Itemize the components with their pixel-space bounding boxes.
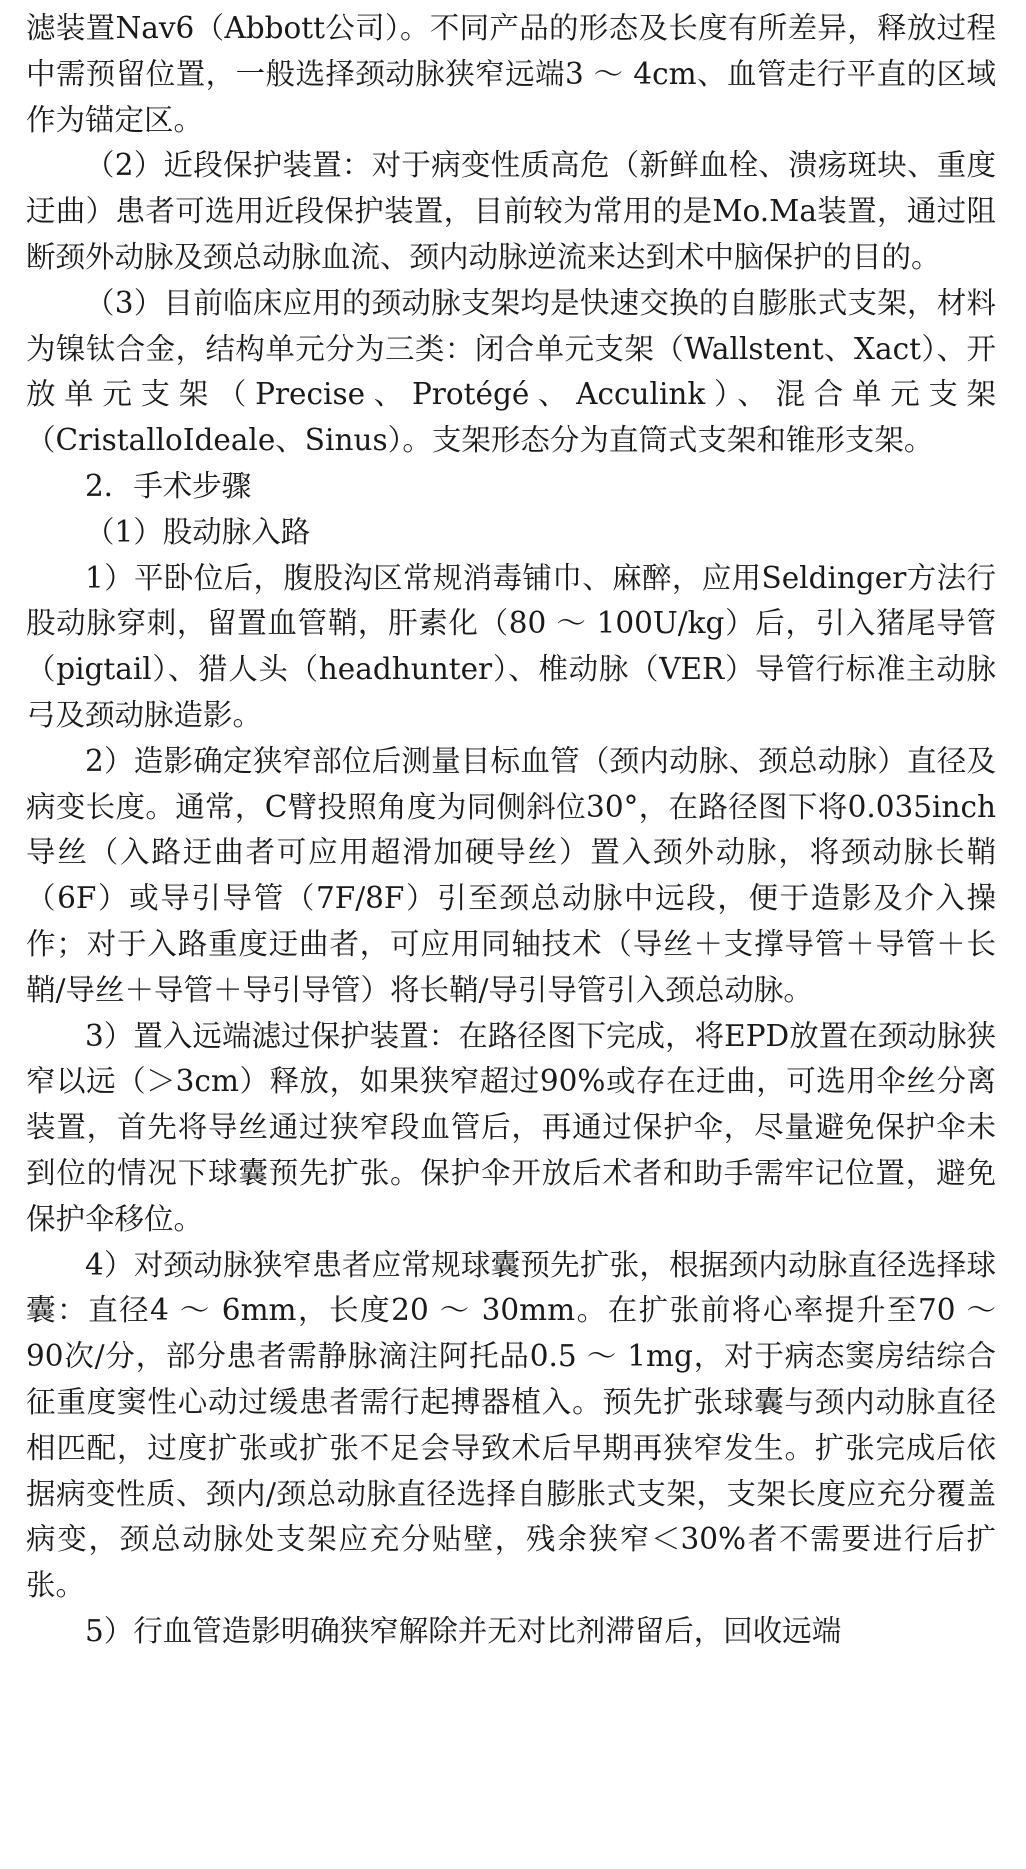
paragraph-step-2: 2）造影确定狭窄部位后测量目标血管（颈内动脉、颈总动脉）直径及病变长度。通常，C臂投照角度为同侧斜位30°，在路径图下将0.035inch导丝（入路迂曲者可应用超滑加硬导丝）置入颈外动脉，将颈动脉长鞘（6F）或导引导管（7F/8F）引至颈总动脉中远段，便于造影及介入操作；对于入路重度迂曲者，可应用同轴技术（导丝＋支撑导管＋导管＋长鞘/导丝＋导管＋导引导管）将长鞘/导引导管引入颈总动脉。	[26, 743, 996, 1007]
section-heading-surgical-steps: 2．手术步骤	[85, 468, 252, 503]
subheading-femoral-access: （1）股动脉入路	[85, 514, 311, 549]
paragraph-filter-device: 滤装置Nav6（Abbott公司）。不同产品的形态及长度有所差异，释放过程中需预留位置，一般选择颈动脉狭窄远端3 ～ 4cm、血管走行平直的区域作为锚定区。	[26, 11, 996, 137]
paragraph-stent-types: （3）目前临床应用的颈动脉支架均是快速交换的自膨胀式支架，材料为镍钛合金，结构单元分为三类：闭合单元支架（Wallstent、Xact）、开放单元支架（Precise、Protégé、Acculink）、混合单元支架（CristalloIdeale、Sinus）。支架形态分为直筒式支架和锥形支架。	[26, 285, 996, 458]
document-page	[26, 6, 996, 1655]
paragraph-step-4: 4）对颈动脉狭窄患者应常规球囊预先扩张，根据颈内动脉直径选择球囊：直径4 ～ 6mm，长度20 ～ 30mm。在扩张前将心率提升至70 ～ 90次/分，部分患者需静脉滴注阿托品0.5 ～ 1mg，对于病态窦房结综合征重度窦性心动过缓患者需行起搏器植入。预先扩张球囊与颈内动脉直径相匹配，过度扩张或扩张不足会导致术后早期再狭窄发生。扩张完成后依据病变性质、颈内/颈总动脉直径选择自膨胀式支架，支架长度应充分覆盖病变，颈总动脉处支架应充分贴壁，残余狭窄＜30%者不需要进行后扩张。	[26, 1247, 996, 1603]
paragraph-proximal-protection: （2）近段保护装置：对于病变性质高危（新鲜血栓、溃疡斑块、重度迂曲）患者可选用近段保护装置，目前较为常用的是Mo.Ma装置，通过阻断颈外动脉及颈总动脉血流、颈内动脉逆流来达到术中脑保护的目的。	[26, 148, 996, 274]
paragraph-step-1: 1）平卧位后，腹股沟区常规消毒铺巾、麻醉，应用Seldinger方法行股动脉穿刺，留置血管鞘，肝素化（80 ～ 100U/kg）后，引入猪尾导管（pigtail）、猎人头（headhunter）、椎动脉（VER）导管行标准主动脉弓及颈动脉造影。	[26, 560, 996, 732]
paragraph-step-3: 3）置入远端滤过保护装置：在路径图下完成，将EPD放置在颈动脉狭窄以远（＞3cm）释放，如果狭窄超过90%或存在迂曲，可选用伞丝分离装置，首先将导丝通过狭窄段血管后，再通过保护伞，尽量避免保护伞未到位的情况下球囊预先扩张。保护伞开放后术者和助手需牢记位置，避免保护伞移位。	[26, 1018, 996, 1236]
paragraph-step-5: 5）行血管造影明确狭窄解除并无对比剂滞留后，回收远端	[85, 1613, 842, 1648]
